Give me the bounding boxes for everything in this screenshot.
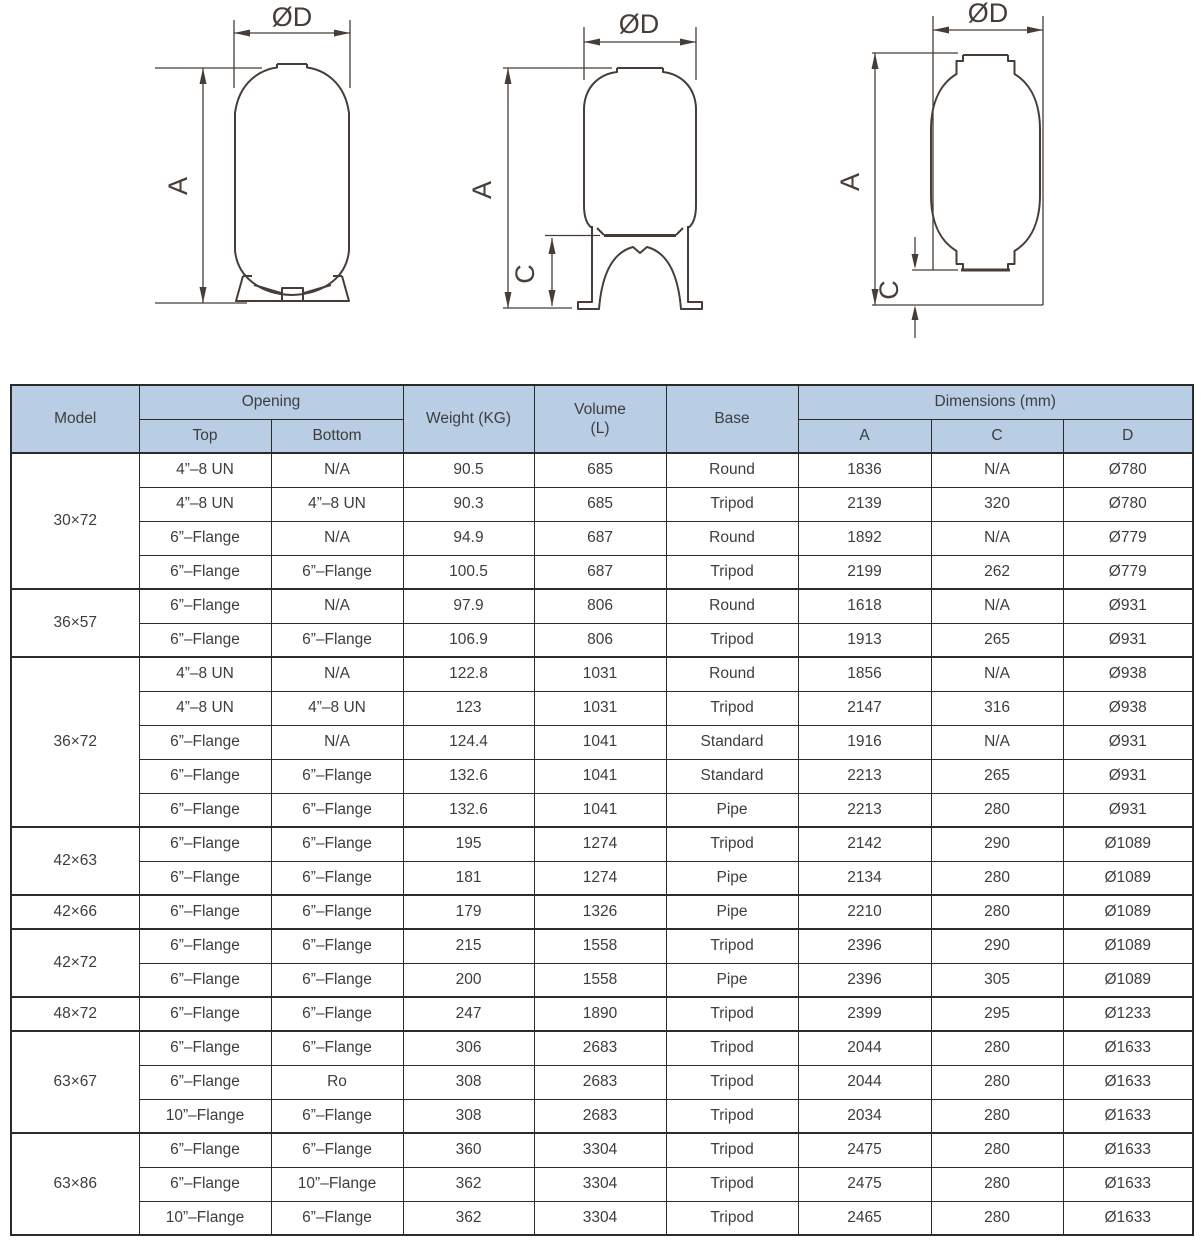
cell-a: 1892 [798, 521, 931, 555]
cell-c: 320 [931, 487, 1063, 521]
cell-weight: 94.9 [403, 521, 534, 555]
cell-volume: 1031 [534, 691, 666, 725]
cell-c: N/A [931, 725, 1063, 759]
cell-d: Ø1089 [1063, 895, 1193, 929]
cell-model: 42×66 [11, 895, 139, 929]
table-row [11, 1099, 1193, 1133]
cell-volume: 2683 [534, 1099, 666, 1133]
cell-c: 280 [931, 793, 1063, 827]
cell-volume: 685 [534, 453, 666, 487]
cell-a: 2139 [798, 487, 931, 521]
cell-weight: 247 [403, 997, 534, 1031]
cell-bottom: N/A [271, 453, 403, 487]
cell-c: 295 [931, 997, 1063, 1031]
table-row [11, 487, 1193, 521]
cell-d: Ø1089 [1063, 861, 1193, 895]
header-dim-c: C [931, 419, 1063, 453]
cell-c: 280 [931, 1031, 1063, 1065]
cell-a: 2147 [798, 691, 931, 725]
cell-bottom: 6”–Flange [271, 963, 403, 997]
cell-bottom: 6”–Flange [271, 895, 403, 929]
cell-model: 63×86 [11, 1133, 139, 1235]
cell-base: Pipe [666, 963, 798, 997]
cell-d: Ø1633 [1063, 1099, 1193, 1133]
cell-a: 2465 [798, 1201, 931, 1235]
cell-volume: 2683 [534, 1031, 666, 1065]
cell-a: 2142 [798, 827, 931, 861]
header-weight: Weight (KG) [403, 385, 534, 453]
cell-weight: 360 [403, 1133, 534, 1167]
cell-weight: 195 [403, 827, 534, 861]
cell-weight: 362 [403, 1167, 534, 1201]
cell-top: 10”–Flange [139, 1201, 271, 1235]
table-row [11, 1133, 1193, 1167]
cell-a: 1916 [798, 725, 931, 759]
cell-weight: 362 [403, 1201, 534, 1235]
cell-volume: 1041 [534, 759, 666, 793]
cell-top: 6”–Flange [139, 725, 271, 759]
cell-d: Ø1633 [1063, 1133, 1193, 1167]
cell-model: 42×63 [11, 827, 139, 895]
cell-top: 6”–Flange [139, 1065, 271, 1099]
dim-label-height: A [163, 176, 193, 196]
spec-table [10, 384, 1194, 1236]
cell-d: Ø1089 [1063, 827, 1193, 861]
cell-base: Tripod [666, 827, 798, 861]
cell-d: Ø1089 [1063, 963, 1193, 997]
cell-weight: 306 [403, 1031, 534, 1065]
cell-c: 316 [931, 691, 1063, 725]
cell-a: 2044 [798, 1031, 931, 1065]
cell-top: 6”–Flange [139, 895, 271, 929]
cell-volume: 1558 [534, 929, 666, 963]
cell-top: 6”–Flange [139, 827, 271, 861]
cell-a: 2396 [798, 929, 931, 963]
cell-top: 10”–Flange [139, 1099, 271, 1133]
cell-top: 6”–Flange [139, 1133, 271, 1167]
cell-c: 280 [931, 1133, 1063, 1167]
cell-d: Ø931 [1063, 623, 1193, 657]
cell-bottom: 6”–Flange [271, 555, 403, 589]
spec-table-body [11, 453, 1193, 1235]
cell-top: 4”–8 UN [139, 487, 271, 521]
table-row [11, 521, 1193, 555]
table-row [11, 1167, 1193, 1201]
cell-volume: 1326 [534, 895, 666, 929]
dim-label-diameter: ØD [618, 9, 660, 39]
cell-a: 2210 [798, 895, 931, 929]
cell-top: 4”–8 UN [139, 691, 271, 725]
cell-bottom: 6”–Flange [271, 1031, 403, 1065]
cell-a: 2475 [798, 1133, 931, 1167]
table-row [11, 589, 1193, 623]
table-row [11, 759, 1193, 793]
cell-d: Ø780 [1063, 487, 1193, 521]
cell-weight: 123 [403, 691, 534, 725]
cell-base: Tripod [666, 1167, 798, 1201]
cell-a: 2396 [798, 963, 931, 997]
cell-bottom: 10”–Flange [271, 1167, 403, 1201]
cell-base: Tripod [666, 1099, 798, 1133]
dim-label-base-height: C [510, 264, 540, 284]
cell-d: Ø931 [1063, 793, 1193, 827]
table-row [11, 555, 1193, 589]
cell-volume: 1041 [534, 725, 666, 759]
cell-bottom: 6”–Flange [271, 861, 403, 895]
table-row [11, 827, 1193, 861]
header-opening: Opening [139, 385, 403, 419]
spec-table-header [11, 385, 1193, 453]
cell-volume: 1274 [534, 827, 666, 861]
cell-bottom: 6”–Flange [271, 997, 403, 1031]
cell-top: 6”–Flange [139, 793, 271, 827]
cell-c: 262 [931, 555, 1063, 589]
table-row [11, 725, 1193, 759]
cell-d: Ø780 [1063, 453, 1193, 487]
header-dimensions: Dimensions (mm) [798, 385, 1193, 419]
cell-weight: 308 [403, 1099, 534, 1133]
cell-model: 42×72 [11, 929, 139, 997]
cell-d: Ø1633 [1063, 1167, 1193, 1201]
cell-base: Round [666, 657, 798, 691]
cell-weight: 90.3 [403, 487, 534, 521]
cell-weight: 179 [403, 895, 534, 929]
cell-base: Tripod [666, 623, 798, 657]
cell-a: 1618 [798, 589, 931, 623]
cell-volume: 1041 [534, 793, 666, 827]
header-model: Model [11, 385, 139, 453]
cell-volume: 1558 [534, 963, 666, 997]
cell-weight: 106.9 [403, 623, 534, 657]
cell-weight: 124.4 [403, 725, 534, 759]
cell-model: 30×72 [11, 453, 139, 589]
cell-bottom: N/A [271, 657, 403, 691]
cell-top: 6”–Flange [139, 623, 271, 657]
cell-volume: 2683 [534, 1065, 666, 1099]
cell-d: Ø1633 [1063, 1201, 1193, 1235]
cell-base: Pipe [666, 793, 798, 827]
table-row [11, 963, 1193, 997]
cell-bottom: 6”–Flange [271, 793, 403, 827]
header-opening-top: Top [139, 419, 271, 453]
cell-base: Standard [666, 759, 798, 793]
cell-c: N/A [931, 589, 1063, 623]
table-row [11, 453, 1193, 487]
cell-c: 280 [931, 861, 1063, 895]
cell-base: Tripod [666, 1065, 798, 1099]
cell-bottom: N/A [271, 589, 403, 623]
cell-volume: 3304 [534, 1201, 666, 1235]
cell-weight: 132.6 [403, 793, 534, 827]
cell-c: 280 [931, 1099, 1063, 1133]
cell-top: 6”–Flange [139, 555, 271, 589]
cell-base: Tripod [666, 555, 798, 589]
cell-volume: 1031 [534, 657, 666, 691]
cell-volume: 3304 [534, 1167, 666, 1201]
cell-weight: 90.5 [403, 453, 534, 487]
table-row [11, 929, 1193, 963]
cell-bottom: 6”–Flange [271, 1201, 403, 1235]
cell-bottom: 6”–Flange [271, 929, 403, 963]
cell-base: Pipe [666, 861, 798, 895]
cell-top: 6”–Flange [139, 997, 271, 1031]
cell-weight: 122.8 [403, 657, 534, 691]
cell-c: 280 [931, 895, 1063, 929]
cell-bottom: N/A [271, 521, 403, 555]
cell-base: Standard [666, 725, 798, 759]
header-dim-d: D [1063, 419, 1193, 453]
cell-base: Round [666, 589, 798, 623]
cell-d: Ø931 [1063, 589, 1193, 623]
dim-label-base-height: C [874, 280, 904, 300]
cell-volume: 1274 [534, 861, 666, 895]
cell-weight: 215 [403, 929, 534, 963]
header-volume [534, 385, 666, 453]
cell-base: Tripod [666, 487, 798, 521]
table-row [11, 997, 1193, 1031]
cell-volume: 687 [534, 521, 666, 555]
cell-c: 280 [931, 1065, 1063, 1099]
cell-a: 2034 [798, 1099, 931, 1133]
cell-base: Tripod [666, 691, 798, 725]
cell-c: 280 [931, 1201, 1063, 1235]
cell-volume: 1890 [534, 997, 666, 1031]
cell-bottom: 6”–Flange [271, 1133, 403, 1167]
cell-d: Ø931 [1063, 725, 1193, 759]
cell-d: Ø1633 [1063, 1065, 1193, 1099]
cell-model: 48×72 [11, 997, 139, 1031]
cell-top: 6”–Flange [139, 1167, 271, 1201]
cell-a: 2213 [798, 759, 931, 793]
cell-bottom: 6”–Flange [271, 623, 403, 657]
cell-c: 305 [931, 963, 1063, 997]
dim-label-diameter: ØD [967, 0, 1009, 28]
table-row [11, 657, 1193, 691]
diagram-tripod-base-tank [467, 9, 702, 309]
cell-weight: 100.5 [403, 555, 534, 589]
cell-a: 2044 [798, 1065, 931, 1099]
cell-weight: 97.9 [403, 589, 534, 623]
cell-bottom: 4”–8 UN [271, 691, 403, 725]
cell-c: N/A [931, 453, 1063, 487]
cell-bottom: 6”–Flange [271, 1099, 403, 1133]
cell-base: Round [666, 521, 798, 555]
cell-model: 63×67 [11, 1031, 139, 1133]
header-base: Base [666, 385, 798, 453]
cell-d: Ø1633 [1063, 1031, 1193, 1065]
cell-base: Pipe [666, 895, 798, 929]
table-row [11, 691, 1193, 725]
dim-label-diameter: ØD [271, 2, 313, 32]
cell-c: N/A [931, 521, 1063, 555]
cell-bottom: 4”–8 UN [271, 487, 403, 521]
cell-weight: 181 [403, 861, 534, 895]
cell-base: Tripod [666, 929, 798, 963]
cell-a: 1856 [798, 657, 931, 691]
dim-label-height: A [467, 180, 497, 200]
cell-a: 2213 [798, 793, 931, 827]
cell-c: N/A [931, 657, 1063, 691]
cell-bottom: N/A [271, 725, 403, 759]
table-row [11, 793, 1193, 827]
tank-drawings [0, 0, 1201, 356]
cell-bottom: Ro [271, 1065, 403, 1099]
cell-bottom: 6”–Flange [271, 759, 403, 793]
cell-base: Tripod [666, 997, 798, 1031]
header-opening-bottom: Bottom [271, 419, 403, 453]
cell-d: Ø1089 [1063, 929, 1193, 963]
cell-d: Ø1233 [1063, 997, 1193, 1031]
cell-weight: 200 [403, 963, 534, 997]
cell-top: 4”–8 UN [139, 657, 271, 691]
header-dim-a: A [798, 419, 931, 453]
table-row [11, 895, 1193, 929]
diagram-inline-tank [835, 0, 1043, 338]
cell-a: 2199 [798, 555, 931, 589]
cell-c: 265 [931, 623, 1063, 657]
cell-base: Tripod [666, 1133, 798, 1167]
diagram-round-base-tank [155, 2, 350, 303]
cell-c: 265 [931, 759, 1063, 793]
cell-c: 280 [931, 1167, 1063, 1201]
cell-a: 2134 [798, 861, 931, 895]
cell-a: 2399 [798, 997, 931, 1031]
cell-a: 1836 [798, 453, 931, 487]
cell-d: Ø938 [1063, 657, 1193, 691]
cell-a: 1913 [798, 623, 931, 657]
table-row [11, 1065, 1193, 1099]
cell-base: Round [666, 453, 798, 487]
cell-top: 6”–Flange [139, 861, 271, 895]
cell-volume: 3304 [534, 1133, 666, 1167]
cell-model: 36×72 [11, 657, 139, 827]
cell-model: 36×57 [11, 589, 139, 657]
cell-d: Ø779 [1063, 521, 1193, 555]
cell-bottom: 6”–Flange [271, 827, 403, 861]
table-row [11, 861, 1193, 895]
cell-top: 4”–8 UN [139, 453, 271, 487]
cell-top: 6”–Flange [139, 521, 271, 555]
table-row [11, 1031, 1193, 1065]
table-row [11, 623, 1193, 657]
cell-top: 6”–Flange [139, 589, 271, 623]
cell-top: 6”–Flange [139, 759, 271, 793]
cell-c: 290 [931, 929, 1063, 963]
cell-volume: 685 [534, 487, 666, 521]
cell-top: 6”–Flange [139, 963, 271, 997]
cell-volume: 687 [534, 555, 666, 589]
cell-a: 2475 [798, 1167, 931, 1201]
cell-base: Tripod [666, 1031, 798, 1065]
cell-base: Tripod [666, 1201, 798, 1235]
table-row [11, 1201, 1193, 1235]
cell-d: Ø779 [1063, 555, 1193, 589]
cell-d: Ø931 [1063, 759, 1193, 793]
header-volume-line1: Volume [574, 400, 626, 418]
cell-d: Ø938 [1063, 691, 1193, 725]
cell-volume: 806 [534, 589, 666, 623]
cell-top: 6”–Flange [139, 929, 271, 963]
dim-label-height: A [835, 172, 865, 192]
header-volume-line2: (L) [590, 420, 610, 437]
cell-weight: 132.6 [403, 759, 534, 793]
cell-volume: 806 [534, 623, 666, 657]
cell-c: 290 [931, 827, 1063, 861]
cell-top: 6”–Flange [139, 1031, 271, 1065]
cell-weight: 308 [403, 1065, 534, 1099]
